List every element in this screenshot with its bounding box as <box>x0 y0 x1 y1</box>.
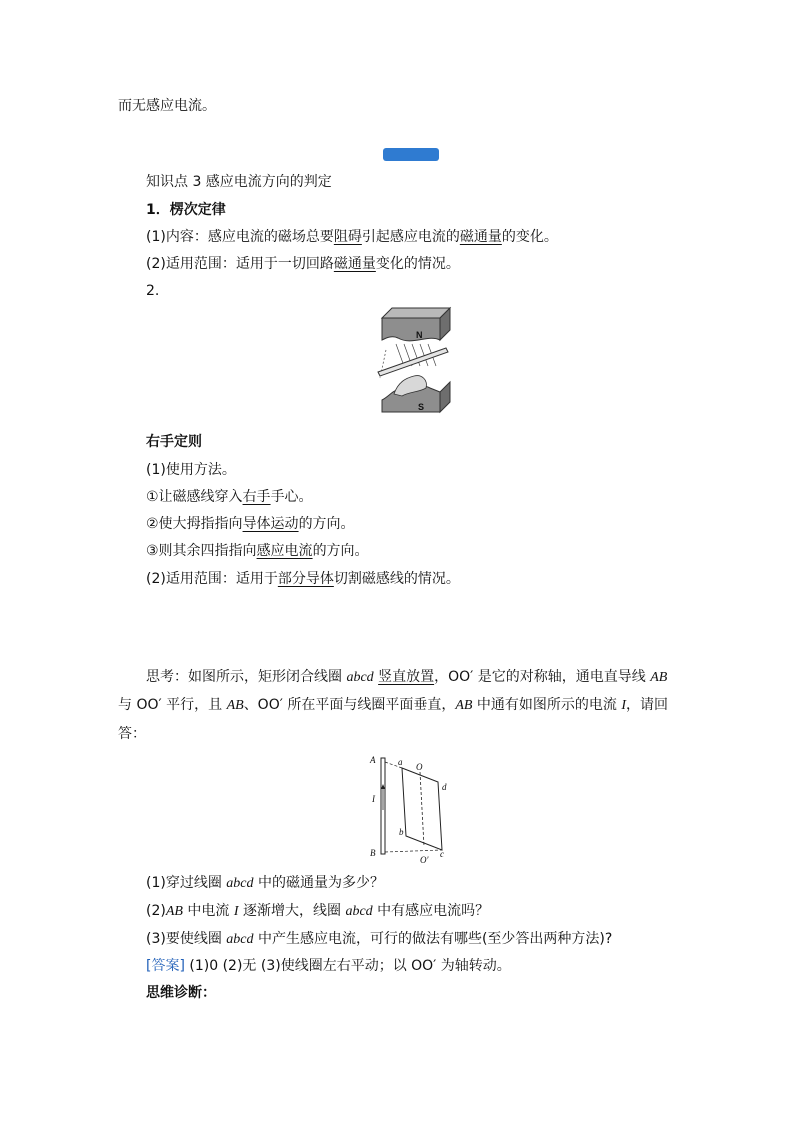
bottom-magnet-side <box>440 382 450 412</box>
text: 中电流 <box>182 903 234 919</box>
text: 中有感应电流吗？ <box>372 903 490 919</box>
text: (2) <box>146 903 166 919</box>
text: ①让磁感线穿入 <box>146 489 243 505</box>
text: 中的磁通量为多少？ <box>253 875 384 891</box>
text: 变化的情况。 <box>375 256 460 272</box>
text: 切割磁感线的情况。 <box>333 571 460 587</box>
text: 引起感应电流的 <box>361 229 460 245</box>
dash-bottom <box>385 850 442 852</box>
coil-wire-figure <box>364 752 460 868</box>
right-hand-heading: 右手定则 <box>146 434 202 450</box>
math-var: AB <box>226 698 244 713</box>
answer-line <box>146 956 511 976</box>
section-marker-bar <box>383 148 439 161</box>
rh-step-3 <box>146 541 369 561</box>
top-line: 而无感应电流。 <box>118 98 216 114</box>
label-O: O <box>416 762 423 772</box>
label-a: a <box>398 757 403 767</box>
text: (2)适用范围：适用于 <box>146 571 278 587</box>
conductor-rod <box>378 348 448 376</box>
text: (1)穿过线圈 <box>146 875 227 891</box>
text: 的变化。 <box>501 229 558 245</box>
underlined-term: 磁通量 <box>333 256 376 272</box>
label-s: S <box>418 402 425 412</box>
text: 与 OO′ 平行，且 <box>118 697 227 713</box>
text: (1)内容：感应电流的磁场总要 <box>146 229 334 245</box>
thinking-line-1 <box>146 667 667 688</box>
text: 的方向。 <box>298 516 355 532</box>
label-I: I <box>372 794 375 804</box>
rh-method: (1)使用方法。 <box>146 462 236 478</box>
math-var: I <box>621 698 627 713</box>
thinking-line-2 <box>118 695 668 716</box>
diagnosis-heading: 思维诊断： <box>146 985 216 1001</box>
lenz-heading: 1．楞次定律 <box>146 202 226 218</box>
math-var: abcd <box>226 876 254 891</box>
underlined-term: 磁通量 <box>459 229 502 245</box>
lenz-scope <box>146 254 460 274</box>
label-b: b <box>399 827 404 837</box>
label-O-prime: O′ <box>420 855 429 865</box>
text: 中产生感应电流，可行的做法有哪些(至少答出两种方法)? <box>253 931 613 947</box>
text: 思考：如图所示，矩形闭合线圈 <box>146 669 347 685</box>
label-n: N <box>416 330 423 340</box>
answer-tag: [答案] <box>146 958 185 974</box>
math-var: abcd <box>345 904 373 919</box>
label-B: B <box>370 848 376 858</box>
text: 中通有如图所示的电流 <box>472 697 622 713</box>
question-1 <box>146 873 384 894</box>
label-A: A <box>370 755 376 765</box>
underlined-term: 竖直放置 <box>378 669 435 685</box>
math-var: AB <box>650 670 668 685</box>
math-var: abcd <box>226 932 254 947</box>
underlined-term: 右手 <box>242 489 271 505</box>
magnet-figure <box>372 304 456 424</box>
answer-text: (1)0 (2)无 (3)使线圈左右平动；以 OO′ 为轴转动。 <box>184 958 511 974</box>
text: 、OO′ 所在平面与线圈平面垂直， <box>243 697 456 713</box>
section-title: 知识点 3 感应电流方向的判定 <box>146 174 332 190</box>
top-magnet-top <box>382 308 450 318</box>
underlined-term: 感应电流 <box>256 543 313 559</box>
text: 逐渐增大，线圈 <box>238 903 346 919</box>
question-2 <box>146 901 489 922</box>
text: ，请回 <box>626 697 669 713</box>
item-2-label: 2. <box>146 283 160 299</box>
rh-scope <box>146 569 460 589</box>
text: 手心。 <box>270 489 313 505</box>
underlined-term: 部分导体 <box>277 571 334 587</box>
underlined-term: 导体运动 <box>242 516 299 532</box>
text: (2)适用范围：适用于一切回路 <box>146 256 334 272</box>
top-magnet-front <box>382 318 440 341</box>
label-c: c <box>440 849 444 859</box>
underlined-term: 阻碍 <box>333 229 362 245</box>
text: (3)要使线圈 <box>146 931 227 947</box>
math-var: abcd <box>346 670 374 685</box>
rh-step-1 <box>146 487 313 507</box>
text: ③则其余四指指向 <box>146 543 257 559</box>
math-var: AB <box>455 698 473 713</box>
text: ②使大拇指指向 <box>146 516 243 532</box>
question-3 <box>146 929 612 950</box>
lenz-content <box>146 227 558 247</box>
label-d: d <box>442 782 447 792</box>
math-var: I <box>233 904 239 919</box>
math-var: AB <box>165 904 183 919</box>
rh-step-2 <box>146 514 355 534</box>
axis-OO-prime <box>420 772 424 846</box>
text: ，OO′ 是它的对称轴，通电直导线 <box>434 669 651 685</box>
thinking-line-3: 答： <box>118 726 146 742</box>
text: 的方向。 <box>312 543 369 559</box>
